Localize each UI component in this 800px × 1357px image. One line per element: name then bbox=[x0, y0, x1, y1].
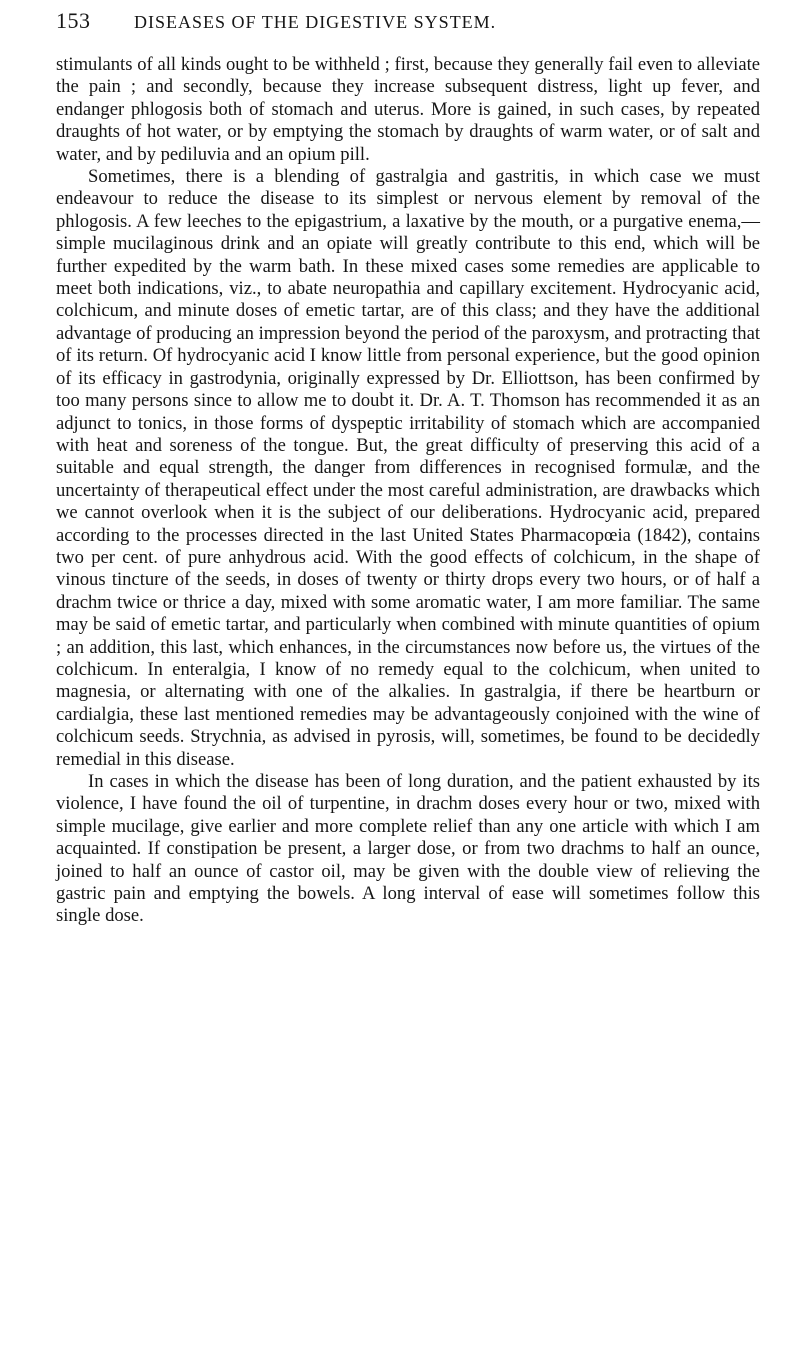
body-text bbox=[56, 54, 760, 928]
running-title: DISEASES OF THE DIGESTIVE SYSTEM. bbox=[134, 12, 497, 32]
paragraph-continued: stimulants of all kinds ought to be withheld ; first, because they generally fail even to alleviate the pain ; and secondly, because they increase subsequent distress, light up fever, and endanger phlogosis both of stomach and uterus. More is gained, in such cases, by repeated draughts of hot water, or by emptying the stomach by draughts of warm water, or of salt and water, and by pediluvia and an opium pill. bbox=[56, 54, 760, 165]
paragraph-gastritis-blend: Sometimes, there is a blending of gastralgia and gastritis, in which case we must endeavour to reduce the disease to its simplest or nervous element by removal of the phlogosis. A few leeches to the epigastrium, a laxative by the mouth, or a purgative enema,— simple mucilaginous drink and an opiate will greatly contribute to this end, which will be further expedited by the warm bath. In these mixed cases some remedies are applicable to meet both indications, viz., to abate neuropathia and capillary excitement. Hydrocyanic acid, colchicum, and minute doses of emetic tartar, are of this class; and they have the additional advantage of producing an impression beyond the period of the paroxysm, and protracting that of its return. Of hydrocyanic acid I know little from personal experience, but the good opinion of its efficacy in gastrodynia, originally expressed by Dr. Elliottson, has been confirmed by too many persons since to allow me to doubt it. Dr. A. T. Thomson has recommended it as an adjunct to tonics, in those forms of dyspeptic irritability of stomach which are accompanied with heat and soreness of the tongue. But, the great difficulty of preserving this acid of a suitable and equal strength, the danger from differences in recognised formulæ, and the uncertainty of therapeutical effect under the most careful administration, are drawbacks which we cannot overlook when it is the subject of our deliberations. Hydrocyanic acid, prepared according to the processes directed in the last United States Pharmacopœia (1842), contains two per cent. of pure anhydrous acid. With the good effects of colchicum, in the shape of vinous tincture of the seeds, in doses of twenty or thirty drops every two hours, or of half a drachm twice or thrice a day, mixed with some aromatic water, I am more familiar. The same may be said of emetic tartar, and particularly when combined with minute quantities of opium ; an addition, this last, which enhances, in the circumstances now before us, the virtues of the colchicum. In enteralgia, I know of no remedy equal to the colchicum, when united to magnesia, or alternating with one of the alkalies. In gastralgia, if there be heartburn or cardialgia, these last mentioned remedies may be advantageously conjoined with the wine of colchicum seeds. Strychnia, as advised in pyrosis, will, sometimes, be found to be decidedly remedial in this disease. bbox=[56, 166, 760, 770]
page-number: 153 bbox=[56, 8, 91, 33]
paragraph-turpentine: In cases in which the disease has been of long duration, and the patient exhausted by its violence, I have found the oil of turpentine, in drachm doses every hour or two, mixed with simple mucilage, give earlier and more complete relief than any one article with which I am acquainted. If constipation be present, a larger dose, or from two drachms to half an ounce, joined to half an ounce of castor oil, may be given with the double view of relieving the gastric pain and emptying the bowels. A long interval of ease will sometimes follow this single dose. bbox=[56, 771, 760, 927]
running-head bbox=[56, 8, 760, 52]
